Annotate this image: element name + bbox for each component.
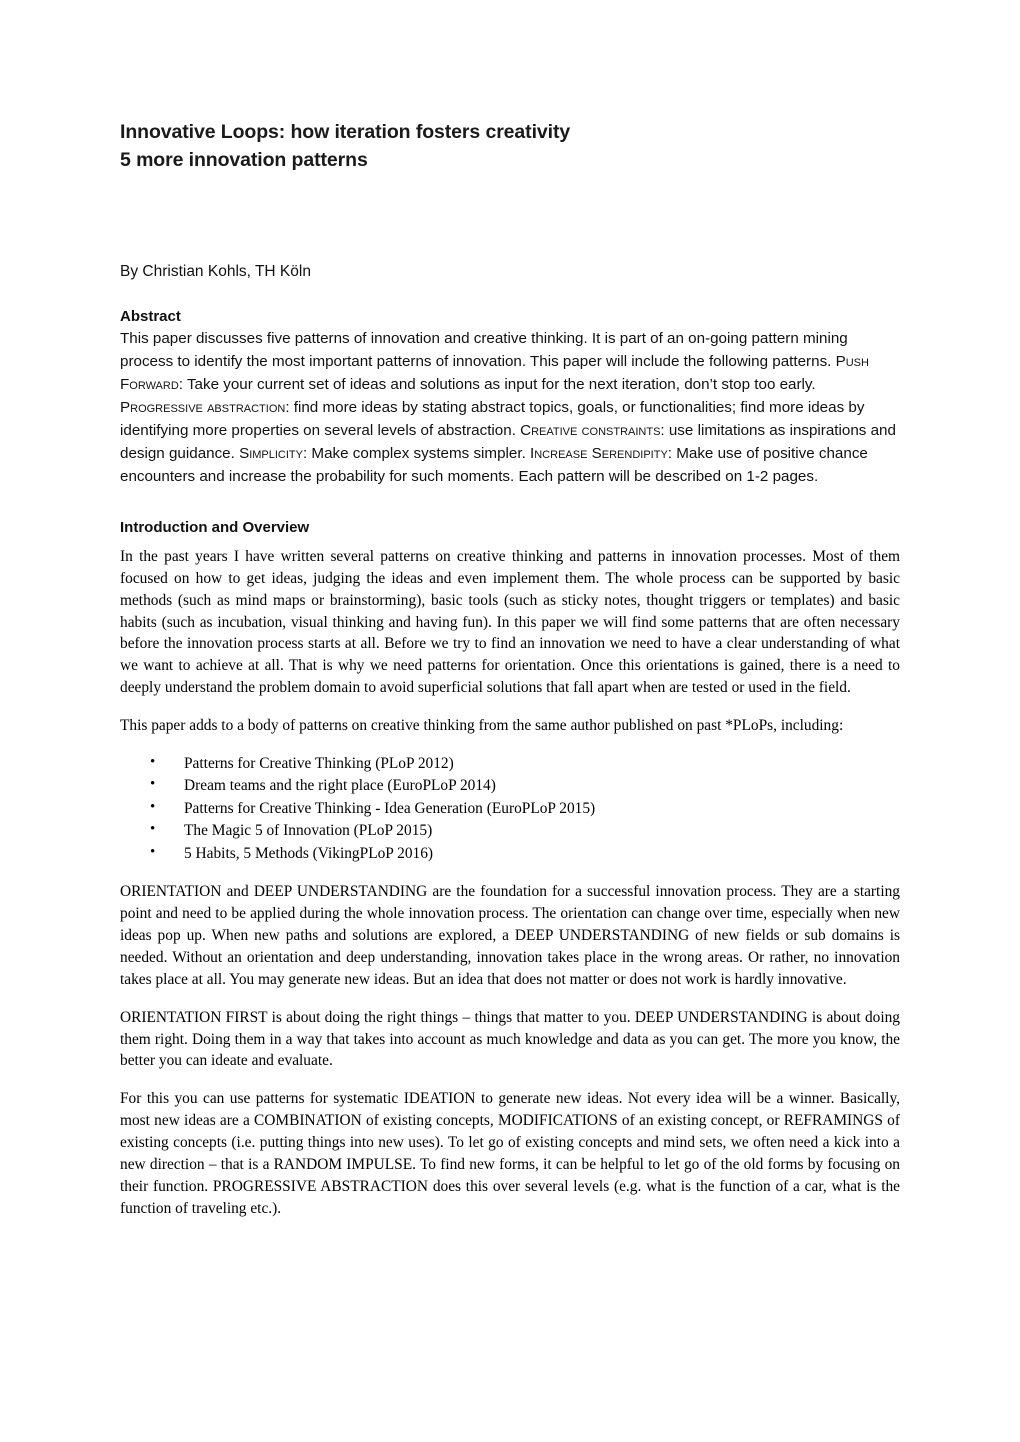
page-title [120, 118, 900, 175]
list-item: • The Magic 5 of Innovation (PLoP 2015) [120, 820, 900, 842]
abstract-part-3: : find more ideas by stating abstract topics, goals, or functionalities; find more ideas by identifying more properties on several levels of abstraction. [120, 399, 865, 440]
publication-list [120, 753, 900, 865]
abstract-part-2: : Take your current set of ideas and solutions as input for the next iteration, don’t stop too early. [178, 376, 816, 394]
author-byline: By Christian Kohls, TH Köln [120, 262, 311, 280]
paragraph: For this you can use patterns for systematic IDEATION to generate new ideas. Not every idea will be a winner. Basically, most new ideas are a COMBINATION of existing concepts, MODIFICATIONS of an existing concept, or REFRAMINGS of existing concepts (i.e. putting things into new uses). To let go of existing concepts and mind sets, we often need a kick into a new direction – that is a RANDOM IMPULSE. To find new forms, it can be helpful to let go of the old forms by focusing on their function. PROGRESSIVE ABSTRACTION does this over several levels (e.g. what is the function of a car, what is the function of traveling etc.). [120, 1090, 900, 1217]
paragraph: In the past years I have written several patterns on creative thinking and patterns in innovation processes. Most of them focused on how to get ideas, judging the ideas and even implement them. The whole process can be supported by basic methods (such as mind maps or brainstorming), basic tools (such as sticky notes, thought triggers or templates) and basic habits (such as incubation, visual thinking and having fun). In this paper we will find some patterns that are often necessary before the innovation process starts at all. Before we try to find an innovation we need to have a clear understanding of what we want to achieve at all. That is why we need patterns for orientation. Once this orientations is gained, there is a need to deeply understand the problem domain to avoid superficial solutions that fall apart when are tested or used in the field. [120, 547, 900, 697]
pattern-name-push-forward: Push Forward [120, 353, 869, 394]
abstract-part-5: : Make complex systems simpler. [302, 444, 531, 462]
list-item: • Dream teams and the right place (EuroPLoP 2014) [120, 775, 900, 797]
abstract-part-4: : use limitations as inspirations and design guidance. [120, 422, 896, 462]
paragraph: ORIENTATION and DEEP UNDERSTANDING are the foundation for a successful innovation process. They are a starting point and need to be applied during the whole innovation process. The orientation can change over time, especially when new ideas pop up. When new paths and solutions are explored, a DEEP UNDERSTANDING of new fields or sub domains is needed. Without an orientation and deep understanding, innovation takes place in the wrong areas. Or rather, no innovation takes place at all. You may generate new ideas. But an idea that does not matter or does not work is hardly innovative. [120, 883, 900, 988]
pattern-name-simplicity: Simplicity [239, 444, 303, 462]
pattern-name-increase-serendipity: Increase Serendipity [530, 444, 668, 462]
title-line-2: 5 more innovation patterns [120, 149, 368, 172]
title-line-1: Innovative Loops: how iteration fosters creativity [120, 121, 571, 143]
paragraph: ORIENTATION FIRST is about doing the right things – things that matter to you. DEEP UNDERSTANDING is about doing them right. Doing them in a way that takes into account as much knowledge and data as you can get. The more you know, the better you can ideate and evaluate. [120, 1008, 900, 1070]
paragraph: This paper adds to a body of patterns on creative thinking from the same author published on past *PLoPs, including: [120, 717, 844, 735]
pattern-name-creative-constraints: Creative constraints [520, 422, 661, 440]
introduction-heading: Introduction and Overview [120, 518, 310, 536]
list-item: • 5 Habits, 5 Methods (VikingPLoP 2016) [120, 843, 900, 865]
abstract-heading: Abstract [120, 308, 181, 326]
abstract-text [120, 328, 900, 489]
abstract-part-6: : Make use of positive chance encounters and increase the probability for such moments. Each pattern will be described on 1-2 pages. [120, 444, 868, 485]
list-item: • Patterns for Creative Thinking (PLoP 2012) [120, 753, 900, 775]
list-item: • Patterns for Creative Thinking - Idea Generation (EuroPLoP 2015) [120, 798, 900, 820]
abstract-part-1: This paper discusses five patterns of innovation and creative thinking. It is part of an on-going pattern mining process to identify the most important patterns of innovation. This paper will include the following patterns. [120, 330, 848, 371]
pattern-name-progressive-abstraction: Progressive abstraction [120, 399, 286, 417]
